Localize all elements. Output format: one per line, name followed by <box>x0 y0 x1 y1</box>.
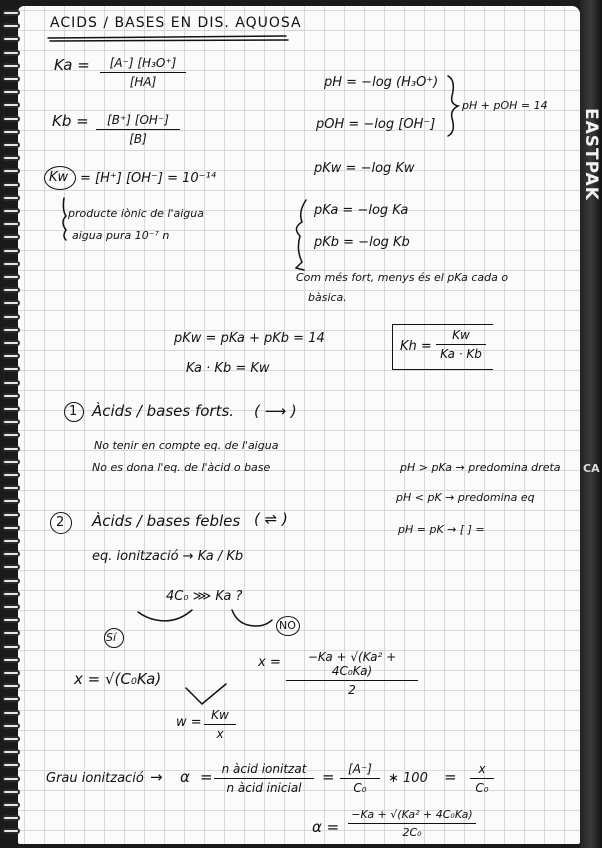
spiral-coil <box>2 234 20 240</box>
spiral-coil <box>2 168 20 174</box>
ph-rule-1: pH > pKa → predomina dreta <box>400 461 561 474</box>
spiral-coil <box>2 551 20 557</box>
alpha-x-numerator: x <box>470 762 494 779</box>
spiral-coil <box>2 380 20 386</box>
kh-numerator: Kw <box>436 328 486 345</box>
spiral-coil <box>2 142 20 148</box>
brand-logo: EASTPAK <box>581 108 601 201</box>
section2-number: 2 <box>56 515 65 530</box>
alpha-exact-label: α = <box>312 818 340 836</box>
spiral-coil <box>2 261 20 267</box>
pkw-definition: pKw = −log Kw <box>314 161 415 176</box>
kw-note-pure-water: aigua pura 10⁻⁷ n <box>72 229 170 242</box>
spiral-coil <box>2 617 20 623</box>
brand-logo-fragment: CA <box>583 462 600 475</box>
pkw-sum: pKw = pKa + pKb = 14 <box>174 331 325 346</box>
alpha-mole-denominator: n àcid inicial <box>226 781 302 795</box>
spiral-coil <box>2 604 20 610</box>
spiral-coil <box>2 287 20 293</box>
spiral-coil <box>2 630 20 636</box>
spiral-coil <box>2 76 20 82</box>
alpha-x-denominator: C₀ <box>475 781 489 795</box>
spiral-coil <box>2 10 20 16</box>
kb-numerator: [B⁺] [OH⁻] <box>96 113 180 130</box>
x-approximation: x = √(C₀Ka) <box>74 670 162 688</box>
spiral-coil <box>2 63 20 69</box>
w-fraction <box>204 708 236 741</box>
spiral-coil <box>2 274 20 280</box>
section1-number: 1 <box>69 404 78 419</box>
spiral-coil <box>2 498 20 504</box>
alpha-exact-numerator: −Ka + √(Ka² + 4C₀Ka) <box>348 808 476 824</box>
spiral-coil <box>2 512 20 518</box>
alpha-concentration-numerator: [A⁻] <box>340 762 380 779</box>
spiral-binding <box>0 0 22 848</box>
spiral-coil <box>2 749 20 755</box>
alpha-concentration-fraction <box>340 762 380 795</box>
spiral-coil <box>2 657 20 663</box>
ph-poh-sum: pH + pOH = 14 <box>462 99 548 112</box>
alpha-exact-fraction <box>348 808 476 839</box>
spiral-coil <box>2 314 20 320</box>
spiral-coil <box>2 419 20 425</box>
equals-2: = <box>322 768 335 786</box>
spiral-coil <box>2 182 20 188</box>
kh-denominator: Ka · Kb <box>440 347 482 361</box>
ionization-arrow: → <box>150 768 163 786</box>
spiral-coil <box>2 789 20 795</box>
spiral-coil <box>2 591 20 597</box>
spiral-coil <box>2 683 20 689</box>
pkb-definition: pKb = −log Kb <box>314 235 410 250</box>
section2-arrow: ( ⇌ ) <box>254 510 288 528</box>
spiral-coil <box>2 762 20 768</box>
kw-label: Kw <box>49 170 69 185</box>
ka-numerator: [A⁻] [H₃O⁺] <box>100 56 186 73</box>
spiral-coil <box>2 644 20 650</box>
spiral-coil <box>2 208 20 214</box>
kb-denominator: [B] <box>129 132 147 146</box>
spiral-coil <box>2 736 20 742</box>
spiral-coil <box>2 353 20 359</box>
spiral-coil <box>2 828 20 834</box>
spiral-coil <box>2 340 20 346</box>
ph-rule-3: pH = pK → [ ] = <box>398 523 485 536</box>
backpack-edge <box>580 0 602 848</box>
spiral-coil <box>2 50 20 56</box>
alpha-mole-fraction <box>214 762 314 795</box>
section1-heading: Àcids / bases forts. <box>92 402 235 420</box>
section1-arrow: ( ⟶ ) <box>254 402 297 420</box>
spiral-coil <box>2 23 20 29</box>
spiral-coil <box>2 710 20 716</box>
strength-note: Com més fort, menys és el pKa cada o <box>296 271 509 284</box>
section2-ionization-line: eq. ionització → Ka / Kb <box>92 549 244 564</box>
alpha-exact-denominator: 2C₀ <box>402 826 422 839</box>
spiral-coil <box>2 406 20 412</box>
ph-rule-2: pH < pK → predomina eq <box>396 491 535 504</box>
page-title: ACIDS / BASES EN DIS. AQUOSA <box>50 15 302 31</box>
spiral-coil <box>2 221 20 227</box>
equals-1: = <box>200 768 213 786</box>
w-label: w = <box>176 715 202 730</box>
kh-label: Kh = <box>400 339 432 354</box>
x-exact-fraction <box>286 650 418 697</box>
ka-label: Ka = <box>54 56 90 74</box>
alpha-x-fraction <box>470 762 494 795</box>
spiral-coil <box>2 366 20 372</box>
w-denominator: x <box>216 727 224 741</box>
poh-definition: pOH = −log [OH⁻] <box>316 117 436 132</box>
spiral-coil <box>2 578 20 584</box>
spiral-coil <box>2 36 20 42</box>
strength-note-continued: bàsica. <box>308 291 347 304</box>
ka-denominator: [HA] <box>129 75 157 89</box>
spiral-coil <box>2 116 20 122</box>
kh-fraction <box>436 328 486 361</box>
kw-note-ionic-product: producte iònic de l'aigua <box>68 207 204 220</box>
spiral-coil <box>2 195 20 201</box>
spiral-coil <box>2 300 20 306</box>
spiral-coil <box>2 155 20 161</box>
spiral-coil <box>2 248 20 254</box>
yes-label: Sí <box>106 631 117 644</box>
section2-heading: Àcids / bases febles <box>92 512 241 530</box>
spiral-coil <box>2 538 20 544</box>
times-100: ∗ 100 <box>388 771 428 786</box>
w-numerator: Kw <box>204 708 236 725</box>
alpha-concentration-denominator: C₀ <box>353 781 367 795</box>
spiral-coil <box>2 696 20 702</box>
spiral-coil <box>2 102 20 108</box>
spiral-coil <box>2 393 20 399</box>
x-exact-denominator: 2 <box>348 683 356 697</box>
equals-3: = <box>444 768 457 786</box>
spiral-coil <box>2 564 20 570</box>
kb-fraction <box>96 113 180 146</box>
x-exact-numerator: −Ka + √(Ka² + 4C₀Ka) <box>286 650 418 681</box>
no-label: NO <box>279 619 296 632</box>
spiral-coil <box>2 459 20 465</box>
spiral-coil <box>2 485 20 491</box>
spiral-coil <box>2 723 20 729</box>
spiral-coil <box>2 327 20 333</box>
spiral-coil <box>2 776 20 782</box>
alpha-symbol: α <box>180 768 190 786</box>
ionization-degree-label: Grau ionització <box>46 771 144 786</box>
pka-definition: pKa = −log Ka <box>314 203 409 218</box>
spiral-coil <box>2 802 20 808</box>
ph-definition: pH = −log (H₃O⁺) <box>324 75 439 90</box>
approximation-check: 4C₀ ⋙ Ka ? <box>166 589 243 604</box>
ka-kb-product: Ka · Kb = Kw <box>186 361 270 376</box>
section1-line1: No tenir en compte eq. de l'aigua <box>94 439 279 452</box>
kw-definition: = [H⁺] [OH⁻] = 10⁻¹⁴ <box>80 171 216 186</box>
spiral-coil <box>2 446 20 452</box>
spiral-coil <box>2 815 20 821</box>
spiral-coil <box>2 89 20 95</box>
alpha-mole-numerator: n àcid ionitzat <box>214 762 314 779</box>
ka-fraction <box>100 56 186 89</box>
spiral-coil <box>2 525 20 531</box>
section1-line2: No es dona l'eq. de l'àcid o base <box>92 461 271 474</box>
kb-label: Kb = <box>52 112 89 130</box>
spiral-coil <box>2 670 20 676</box>
spiral-coil <box>2 129 20 135</box>
x-exact-prefix: x = <box>258 655 281 670</box>
spiral-coil <box>2 472 20 478</box>
spiral-coil <box>2 432 20 438</box>
